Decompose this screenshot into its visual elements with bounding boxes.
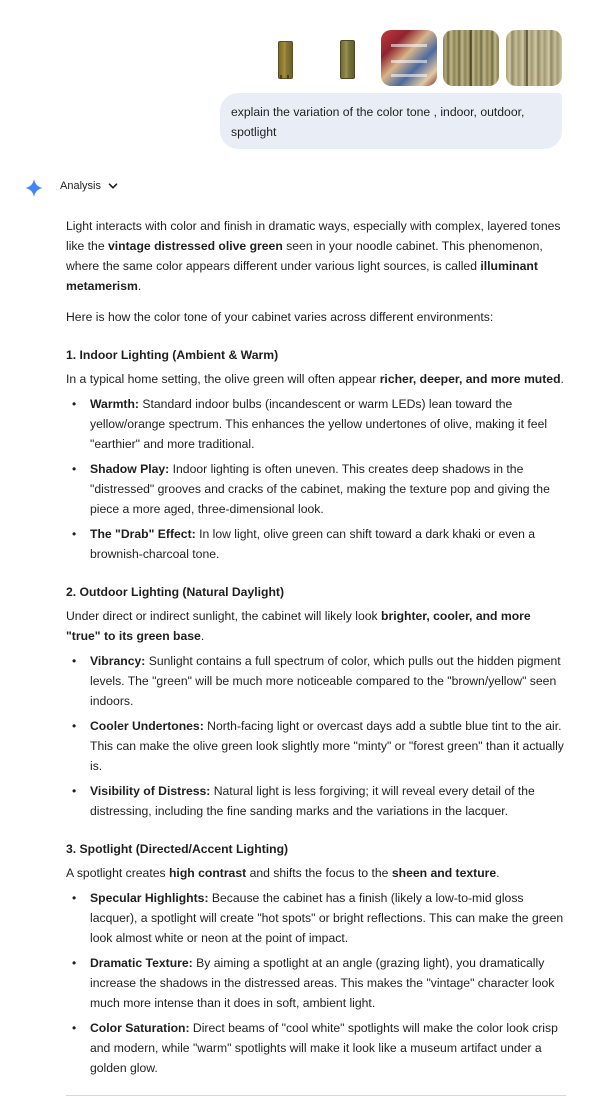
analysis-toggle-button[interactable] <box>60 180 119 192</box>
list-item: • Color Saturation: Direct beams of "cool white" spotlights will make the color look crisp and modern, while "warm" spotlights will make it look like a museum artifact under a golden glow. <box>66 1018 566 1078</box>
user-message-bubble <box>220 93 562 149</box>
list-item: • Warmth: Standard indoor bulbs (incandescent or warm LEDs) lean toward the yellow/orange spectrum. This enhances the yellow undertones of olive, making it feel "earthier" and more traditional. <box>66 394 566 454</box>
attachment-thumbnail-2[interactable] <box>318 30 374 86</box>
intro-paragraph: Light interacts with color and finish in dramatic ways, especially with complex, layered tones like the vintage distressed olive green seen in your noodle cabinet. This phenomenon, where the same color appears different under various light sources, is called illuminant metamerism. <box>66 219 561 293</box>
chevron-down-icon <box>107 180 119 192</box>
response-header <box>24 178 224 198</box>
list-item: • Cooler Undertones: North-facing light or overcast days add a subtle blue tint to the air. This can make the olive green look slightly more "minty" or "forest green" than it actually is. <box>66 716 566 776</box>
list-item: • Visibility of Distress: Natural light is less forgiving; it will reveal every detail of the distressing, including the fine sanding marks and the variations in the lacquer. <box>66 781 566 821</box>
attachment-thumbnail-5[interactable] <box>506 30 562 86</box>
section-heading-spotlight: 3. Spotlight (Directed/Accent Lighting) <box>66 842 289 856</box>
bullet-list-indoor <box>66 394 566 564</box>
response-body <box>66 216 566 1078</box>
section-heading-indoor: 1. Indoor Lighting (Ambient & Warm) <box>66 348 279 362</box>
list-item: • Shadow Play: Indoor lighting is often uneven. This creates deep shadows in the "distressed" grooves and cracks of the cabinet, making the texture pop and giving the piece a more aged, three-dimensional look. <box>66 459 566 519</box>
analysis-label: Analysis <box>60 180 101 192</box>
bullet-list-spotlight <box>66 888 566 1078</box>
attachment-strip <box>0 30 615 88</box>
attachment-thumbnail-3[interactable] <box>381 30 437 86</box>
user-message-text: explain the variation of the color tone , indoor, outdoor, spotlight <box>231 105 525 139</box>
list-item: • The "Drab" Effect: In low light, olive green can shift toward a dark khaki or even a brownish-charcoal tone. <box>66 524 566 564</box>
bullet-list-outdoor <box>66 651 566 821</box>
sparkle-icon <box>24 178 44 198</box>
list-item: • Vibrancy: Sunlight contains a full spectrum of color, which pulls out the hidden pigment levels. The "green" will be much more noticeable compared to the "brown/yellow" seen indoors. <box>66 651 566 711</box>
section-intro-indoor: In a typical home setting, the olive green will often appear richer, deeper, and more muted. <box>66 372 564 386</box>
cabinet-icon <box>340 40 355 79</box>
attachment-thumbnail-1[interactable] <box>256 30 312 86</box>
section-heading-outdoor: 2. Outdoor Lighting (Natural Daylight) <box>66 585 285 599</box>
section-intro-spotlight: A spotlight creates high contrast and shifts the focus to the sheen and texture. <box>66 866 500 880</box>
list-item: • Dramatic Texture: By aiming a spotlight at an angle (grazing light), you dramatically increase the shadows in the distressed areas. This makes the "vintage" character look much more intense than it does in soft, ambient light. <box>66 953 566 1013</box>
list-item: • Specular Highlights: Because the cabinet has a finish (likely a low-to-mid gloss lacquer), a spotlight will create "hot spots" or bright reflections. This can make the green look almost white or neon at the point of impact. <box>66 888 566 948</box>
section-intro-outdoor: Under direct or indirect sunlight, the cabinet will likely look brighter, cooler, and more "true" to its green base. <box>66 609 531 643</box>
attachment-thumbnail-4[interactable] <box>443 30 499 86</box>
lead-paragraph: Here is how the color tone of your cabinet varies across different environments: <box>66 310 494 324</box>
divider <box>66 1095 566 1096</box>
cabinet-icon <box>278 41 293 79</box>
